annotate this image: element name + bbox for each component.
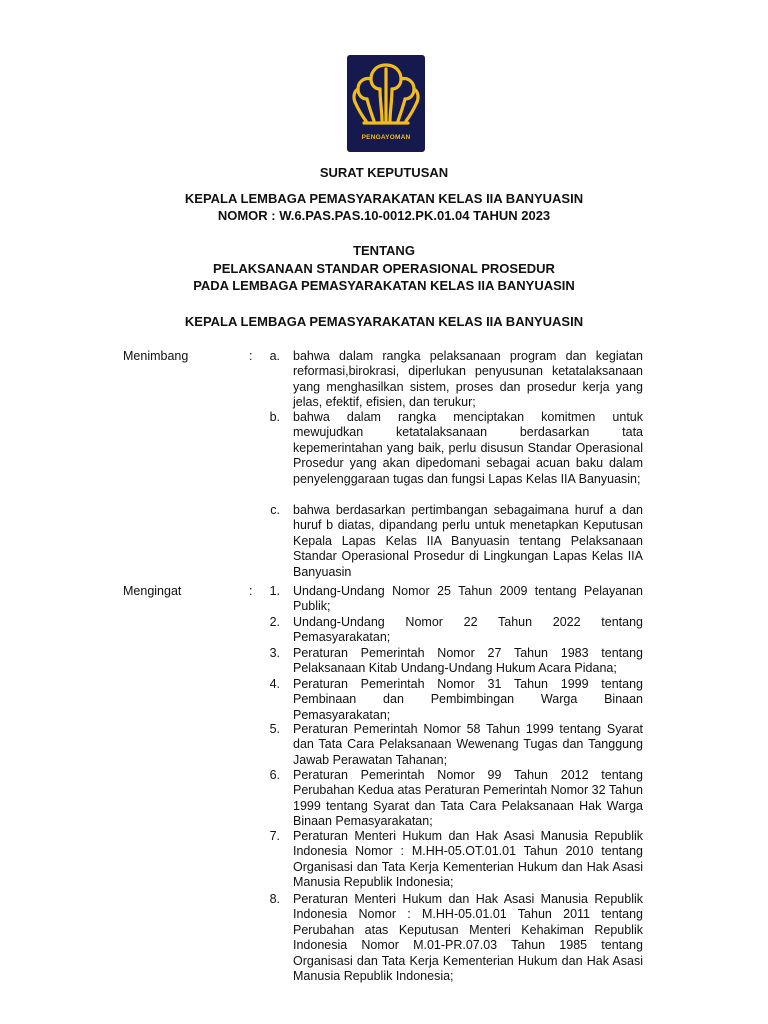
mengingat-item-text: Peraturan Menteri Hukum dan Hak Asasi Manusia Republik Indonesia Nomor : M.HH-05.OT.01.01 Tahun 2010 tentang Organisasi dan Tata Kerja Kementerian Hukum dan Hak Asasi Manusia Republik Indonesia; [293, 829, 643, 890]
mengingat-marker: 2. [269, 615, 280, 629]
mengingat-label: Mengingat [123, 584, 182, 598]
mengingat-item-text: Peraturan Menteri Hukum dan Hak Asasi Manusia Republik Indonesia Nomor : M.HH-05.01.01 Tahun 2011 tentang Perubahan atas Keputusan Menteri Kehakiman Republik Indonesia Nomor M.01-PR.07.03 Tahun 1985 tentang Organisasi dan Tata Kerja Kementerian Hukum dan Hak Asasi Manusia Republik Indonesia; [293, 892, 643, 984]
subject-line-1: PELAKSANAAN STANDAR OPERASIONAL PROSEDUR [213, 261, 555, 276]
tentang-label: TENTANG [353, 243, 415, 258]
mengingat-marker: 7. [269, 829, 280, 843]
menimbang-label: Menimbang [123, 349, 189, 363]
menimbang-colon: : [249, 349, 253, 363]
mengingat-marker: 5. [269, 722, 280, 736]
mengingat-item-text: Undang-Undang Nomor 25 Tahun 2009 tentang Pelayanan Publik; [293, 584, 643, 614]
decree-number: NOMOR : W.6.PAS.PAS.10-0012.PK.01.04 TAHUN 2023 [217, 208, 551, 223]
menimbang-item-text: bahwa dalam rangka menciptakan komitmen untuk mewujudkan ketatalaksanaan berdasarkan tata kepemerintahan yang baik, perlu disusun Standar Operasional Prosedur yang akan dipedomani sebagai acuan baku dalam penyelenggaraan tugas dan fungsi Lapas Kelas IIA Banyuasin; [293, 410, 643, 486]
mengingat-marker: 6. [269, 768, 280, 782]
menimbang-marker: a. [269, 349, 280, 363]
mengingat-colon: : [249, 584, 253, 598]
mengingat-item-text: Undang-Undang Nomor 22 Tahun 2022 tentang Pemasyarakatan; [293, 615, 643, 645]
mengingat-item-text: Peraturan Pemerintah Nomor 27 Tahun 1983 tentang Pelaksanaan Kitab Undang-Undang Hukum Acara Pidana; [293, 646, 643, 676]
subject-line-2: PADA LEMBAGA PEMASYARAKATAN KELAS IIA BANYUASIN [193, 278, 575, 293]
mengingat-marker: 8. [269, 892, 280, 906]
issuer-line: KEPALA LEMBAGA PEMASYARAKATAN KELAS IIA BANYUASIN [184, 191, 584, 206]
menimbang-marker: c. [270, 503, 280, 517]
mengingat-marker: 3. [269, 646, 280, 660]
menimbang-item-text: bahwa berdasarkan pertimbangan sebagaimana huruf a dan huruf b diatas, dipandang perlu untuk menetapkan Keputusan Kepala Lapas Kelas IIA Banyuasin tentang Pelaksanaan Standar Operasional Prosedur di Lingkungan Lapas Kelas IIA Banyuasin [293, 503, 643, 579]
mengingat-marker: 1. [269, 584, 280, 598]
pengayoman-tree-icon [347, 55, 425, 135]
menimbang-item-text: bahwa dalam rangka pelaksanaan program dan kegiatan reformasi,birokrasi, diperlukan penyusunan ketatalaksanaan yang menghasilkan sistem, proses dan prosedur kerja yang jelas, efektif, efisien, dan terukur; [293, 349, 643, 410]
mengingat-item-text: Peraturan Pemerintah Nomor 58 Tahun 1999 tentang Syarat dan Tata Cara Pelaksanaan Wewenang Tugas dan Tanggung Jawab Perawatan Tahanan; [293, 722, 643, 767]
document-title: SURAT KEPUTUSAN [319, 165, 449, 180]
mengingat-item-text: Peraturan Pemerintah Nomor 31 Tahun 1999 tentang Pembinaan dan Pembimbingan Warga Binaan Pemasyarakatan; [293, 677, 643, 722]
logo-caption: PENGAYOMAN [361, 134, 411, 141]
menimbang-marker: b. [269, 410, 280, 424]
official-title: KEPALA LEMBAGA PEMASYARAKATAN KELAS IIA BANYUASIN [184, 314, 584, 329]
pengayoman-logo [347, 55, 425, 152]
mengingat-marker: 4. [269, 677, 280, 691]
mengingat-item-text: Peraturan Pemerintah Nomor 99 Tahun 2012 tentang Perubahan Kedua atas Peraturan Pemerintah Nomor 32 Tahun 1999 tentang Syarat dan Tata Cara Pelaksanaan Hak Warga Binaan Pemasyarakatan; [293, 768, 643, 829]
